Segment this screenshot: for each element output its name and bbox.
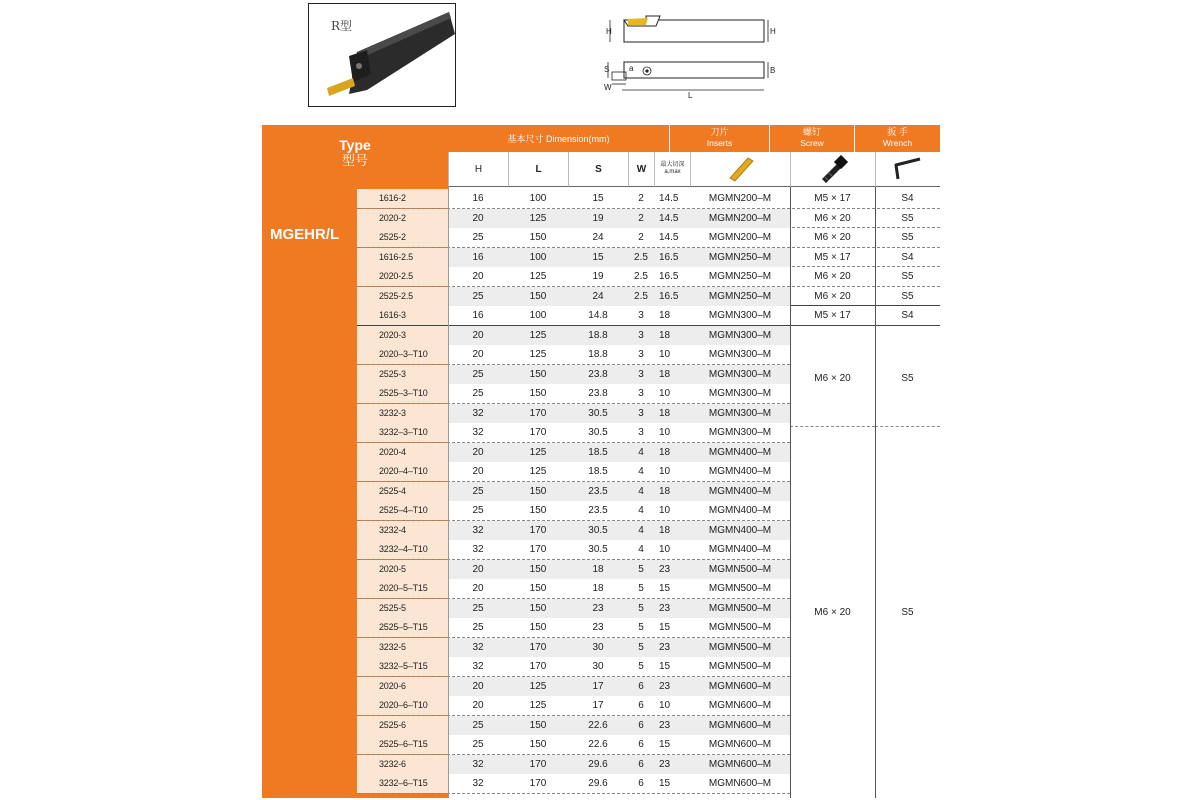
row-a: 18 (654, 443, 690, 462)
row-l: 170 (529, 427, 547, 438)
row-l: 170 (529, 661, 547, 672)
row-h: 25 (448, 365, 508, 384)
row-type: 1616-2.5 (357, 248, 448, 267)
row-wrench: S5 (901, 271, 914, 282)
screw-header-en: Screw (800, 138, 824, 148)
row-h: 16 (472, 193, 484, 204)
row-w: 6 (638, 700, 644, 711)
row-l: 125 (529, 271, 547, 282)
row-insert: MGMN300–M (708, 388, 772, 399)
row-insert: MGMN300–M (690, 404, 790, 423)
dimension-header-en: Dimension(mm) (546, 134, 610, 144)
row-insert: MGMN250–M (708, 271, 772, 282)
row-w: 3 (638, 427, 644, 438)
row-type: 2525-4 (357, 482, 448, 501)
row-l: 150 (529, 622, 547, 633)
row-h: 25 (448, 599, 508, 618)
row-s: 23.8 (568, 365, 628, 384)
row-insert: MGMN600–M (690, 677, 790, 696)
col-w: W (628, 152, 654, 187)
row-type: 1616-2 (357, 189, 448, 208)
row-insert: MGMN500–M (690, 560, 790, 579)
screw-icon-cell (790, 152, 875, 187)
row-h: 32 (472, 544, 484, 555)
row-h: 20 (448, 326, 508, 345)
row-s: 15 (568, 248, 628, 267)
row-insert: MGMN600–M (708, 739, 772, 750)
row-type: 3232-6 (357, 755, 448, 774)
row-a: 18 (654, 521, 690, 540)
row-l: 170 (508, 521, 568, 540)
row-a: 23 (654, 755, 690, 774)
col-l: L (508, 152, 568, 187)
row-type: 2020–4–T10 (357, 462, 448, 481)
row-h: 25 (472, 232, 484, 243)
row-l: 150 (529, 505, 547, 516)
table-row (357, 287, 940, 307)
row-a: 23 (654, 599, 690, 618)
row-s: 17 (568, 677, 628, 696)
dim-h-right: H (770, 27, 776, 36)
row-type: 3232-5 (357, 638, 448, 657)
row-type: 2020–6–T10 (357, 696, 448, 715)
table-row (357, 189, 940, 209)
table-row (357, 228, 940, 248)
row-l: 150 (508, 287, 568, 306)
row-h: 25 (448, 287, 508, 306)
row-w: 5 (638, 583, 644, 594)
row-w: 2.5 (628, 287, 654, 306)
row-h: 25 (472, 505, 484, 516)
row-a: 10 (659, 388, 671, 399)
row-l: 150 (529, 388, 547, 399)
row-wrench: S4 (901, 310, 914, 321)
row-type: 2020-2.5 (357, 267, 448, 286)
row-w: 6 (638, 739, 644, 750)
row-s: 23.8 (588, 388, 608, 399)
table-row (357, 306, 940, 326)
row-screw: M5 × 17 (814, 193, 851, 204)
row-insert: MGMN200–M (708, 232, 772, 243)
series-name: MGEHR/L (270, 226, 340, 243)
row-a: 23 (654, 716, 690, 735)
row-screw: M6 × 20 (814, 232, 851, 243)
row-h: 20 (472, 583, 484, 594)
hex-wrench-icon (890, 155, 926, 183)
row-s: 23.5 (568, 482, 628, 501)
row-a: 15 (659, 583, 671, 594)
table-row (357, 248, 940, 268)
row-w: 4 (638, 505, 644, 516)
col-a-en: a,max (664, 169, 681, 175)
row-h: 25 (448, 716, 508, 735)
row-insert: MGMN200–M (690, 209, 790, 228)
row-h: 16 (448, 248, 508, 267)
row-type: 2020-6 (357, 677, 448, 696)
row-a: 16.5 (659, 271, 679, 282)
row-l: 170 (529, 778, 547, 789)
row-a: 14.5 (659, 193, 679, 204)
row-insert: MGMN300–M (690, 326, 790, 345)
row-l: 150 (508, 716, 568, 735)
row-type: 2525-2 (357, 228, 448, 247)
row-h: 32 (448, 755, 508, 774)
row-screw: M6 × 20 (814, 212, 851, 224)
row-a: 15 (659, 739, 671, 750)
merged-wrench-2: S5 (875, 427, 940, 798)
row-w: 4 (628, 521, 654, 540)
row-a: 23 (654, 560, 690, 579)
row-a: 23 (654, 638, 690, 657)
dimension-drawing (598, 8, 778, 100)
row-h: 20 (472, 700, 484, 711)
row-h: 32 (472, 778, 484, 789)
row-wrench: S5 (901, 232, 914, 243)
row-s: 15 (592, 193, 604, 204)
row-s: 19 (568, 209, 628, 228)
row-w: 2 (638, 193, 644, 204)
row-insert: MGMN400–M (690, 482, 790, 501)
row-insert: MGMN600–M (690, 755, 790, 774)
dim-a: a (629, 64, 634, 73)
table-row (357, 267, 940, 287)
insert-header-cn: 刀片 (710, 127, 729, 137)
row-l: 150 (508, 482, 568, 501)
row-type: 2525-5 (357, 599, 448, 618)
row-insert: MGMN250–M (690, 287, 790, 306)
row-insert: MGMN500–M (708, 622, 772, 633)
row-w: 5 (638, 661, 644, 672)
row-w: 2.5 (634, 271, 648, 282)
row-l: 100 (529, 310, 547, 321)
row-insert: MGMN400–M (708, 544, 772, 555)
row-a: 14.5 (654, 209, 690, 228)
row-w: 2 (638, 232, 644, 243)
row-w: 5 (628, 599, 654, 618)
divider (448, 187, 449, 798)
row-type: 2525–4–T10 (357, 501, 448, 520)
row-wrench: S4 (901, 193, 914, 204)
col-a-cn: 最大切深 (660, 162, 685, 168)
row-h: 16 (472, 310, 484, 321)
row-h: 25 (448, 482, 508, 501)
row-s: 30.5 (588, 427, 608, 438)
row-l: 170 (508, 404, 568, 423)
screw-icon (816, 155, 850, 183)
row-h: 20 (448, 443, 508, 462)
row-a: 10 (659, 427, 671, 438)
divider (875, 187, 876, 798)
dimension-header-cn: 基本尺寸 (507, 134, 544, 144)
row-type: 3232–6–T15 (357, 774, 448, 793)
row-l: 170 (508, 755, 568, 774)
wrench-header-cn: 扳 手 (887, 127, 908, 137)
merged-wrench-1: S5 (875, 330, 940, 427)
dim-s: S (604, 65, 610, 74)
row-w: 5 (638, 622, 644, 633)
row-l: 125 (529, 466, 547, 477)
row-l: 100 (529, 193, 547, 204)
row-insert: MGMN300–M (708, 310, 772, 321)
row-insert: MGMN400–M (708, 466, 772, 477)
insert-icon (726, 156, 756, 182)
merged-screw-2: M6 × 20 (790, 427, 875, 798)
row-insert: MGMN300–M (708, 427, 772, 438)
row-a: 14.5 (659, 232, 679, 243)
row-type: 2525-3 (357, 365, 448, 384)
row-s: 18.8 (568, 326, 628, 345)
col-a (654, 152, 690, 187)
row-w: 5 (628, 638, 654, 657)
row-a: 15 (659, 661, 671, 672)
row-w: 3 (638, 388, 644, 399)
row-insert: MGMN500–M (690, 599, 790, 618)
row-s: 22.6 (568, 716, 628, 735)
row-type: 2020-3 (357, 326, 448, 345)
row-s: 30.5 (568, 521, 628, 540)
row-s: 23 (568, 599, 628, 618)
row-h: 25 (472, 739, 484, 750)
row-s: 23 (592, 622, 604, 633)
row-a: 18 (654, 365, 690, 384)
row-type: 2525-2.5 (357, 287, 448, 306)
row-type: 3232-4 (357, 521, 448, 540)
row-h: 20 (472, 466, 484, 477)
row-w: 6 (638, 778, 644, 789)
type-title-en: Type (339, 137, 371, 153)
product-photo (308, 3, 456, 107)
row-a: 10 (659, 505, 671, 516)
row-w: 6 (628, 716, 654, 735)
row-s: 29.6 (568, 755, 628, 774)
row-l: 150 (508, 365, 568, 384)
row-a: 10 (659, 466, 671, 477)
row-w: 3 (628, 326, 654, 345)
row-type: 2525–5–T15 (357, 618, 448, 637)
row-l: 150 (529, 739, 547, 750)
row-screw: M6 × 20 (814, 271, 851, 282)
row-h: 25 (472, 622, 484, 633)
row-a: 18 (654, 404, 690, 423)
row-h: 32 (448, 638, 508, 657)
row-insert: MGMN300–M (708, 349, 772, 360)
dim-b: B (770, 66, 776, 75)
row-insert: MGMN200–M (708, 193, 772, 204)
row-a: 16.5 (654, 248, 690, 267)
row-l: 125 (508, 677, 568, 696)
row-s: 18 (592, 583, 604, 594)
row-l: 170 (508, 638, 568, 657)
insert-icon-cell (690, 152, 790, 187)
row-s: 30 (568, 638, 628, 657)
dim-l: L (688, 91, 693, 100)
insert-header (670, 125, 769, 152)
row-type: 3232–3–T10 (357, 423, 448, 442)
row-l: 170 (529, 544, 547, 555)
row-s: 18 (568, 560, 628, 579)
row-s: 24 (592, 232, 604, 243)
row-type: 3232–4–T10 (357, 540, 448, 559)
row-a: 16.5 (654, 287, 690, 306)
photo-label: R型 (331, 19, 353, 33)
dim-h-left: H (606, 27, 612, 36)
row-w: 4 (628, 443, 654, 462)
row-a: 15 (659, 778, 671, 789)
wrench-header (855, 125, 940, 152)
row-h: 20 (448, 677, 508, 696)
screw-header-cn: 螺钉 (802, 127, 821, 137)
merged-screw-1: M6 × 20 (790, 330, 875, 427)
row-a: 23 (654, 677, 690, 696)
row-w: 6 (628, 677, 654, 696)
row-insert: MGMN600–M (708, 700, 772, 711)
screw-header (770, 125, 854, 152)
row-w: 4 (628, 482, 654, 501)
row-s: 30.5 (568, 404, 628, 423)
row-a: 18 (654, 482, 690, 501)
row-h: 32 (472, 661, 484, 672)
row-h: 32 (472, 427, 484, 438)
row-type: 2525-6 (357, 716, 448, 735)
row-type: 3232-3 (357, 404, 448, 423)
row-s: 18.8 (588, 349, 608, 360)
row-type: 1616-3 (357, 306, 448, 325)
row-h: 20 (448, 209, 508, 228)
row-h: 20 (448, 560, 508, 579)
row-insert: MGMN250–M (690, 248, 790, 267)
row-h: 20 (472, 349, 484, 360)
col-h: H (448, 152, 508, 187)
row-l: 125 (508, 326, 568, 345)
row-type: 2525–3–T10 (357, 384, 448, 403)
row-l: 125 (508, 209, 568, 228)
row-s: 14.8 (588, 310, 608, 321)
row-a: 18 (654, 326, 690, 345)
row-s: 17 (592, 700, 604, 711)
row-l: 125 (529, 700, 547, 711)
row-s: 18.5 (588, 466, 608, 477)
row-wrench: S5 (901, 290, 914, 302)
type-title-cn: 型号 (341, 153, 368, 168)
row-insert: MGMN500–M (708, 661, 772, 672)
row-insert: MGMN400–M (690, 521, 790, 540)
row-type: 2020-5 (357, 560, 448, 579)
row-h: 25 (472, 388, 484, 399)
col-s: S (568, 152, 628, 187)
row-type: 2020–5–T15 (357, 579, 448, 598)
row-w: 3 (638, 310, 644, 321)
row-l: 125 (529, 349, 547, 360)
row-w: 2 (628, 209, 654, 228)
type-header (262, 137, 448, 169)
row-s: 29.6 (588, 778, 608, 789)
row-w: 4 (638, 544, 644, 555)
row-insert: MGMN400–M (708, 505, 772, 516)
dim-w: W (604, 83, 612, 92)
row-a: 10 (659, 700, 671, 711)
row-w: 3 (628, 365, 654, 384)
row-h: 32 (448, 521, 508, 540)
table-row (357, 209, 940, 229)
row-w: 6 (628, 755, 654, 774)
row-insert: MGMN500–M (690, 638, 790, 657)
dimension-header (448, 125, 669, 152)
divider (790, 187, 791, 798)
wrench-icon-cell (875, 152, 940, 187)
row-screw: M6 × 20 (814, 290, 851, 302)
row-type: 2525–6–T15 (357, 735, 448, 754)
row-insert: MGMN600–M (708, 778, 772, 789)
row-l: 125 (508, 443, 568, 462)
row-s: 30 (592, 661, 604, 672)
row-l: 150 (529, 583, 547, 594)
row-type: 2020–3–T10 (357, 345, 448, 364)
row-insert: MGMN400–M (690, 443, 790, 462)
row-l: 150 (508, 560, 568, 579)
row-s: 19 (592, 271, 604, 282)
row-w: 2.5 (628, 248, 654, 267)
row-a: 18 (659, 310, 671, 321)
row-a: 10 (659, 349, 671, 360)
row-l: 150 (508, 599, 568, 618)
row-type: 3232–5–T15 (357, 657, 448, 676)
insert-header-en: Inserts (706, 138, 733, 148)
row-a: 10 (659, 544, 671, 555)
row-screw: M5 × 17 (814, 310, 851, 321)
row-screw: M5 × 17 (814, 251, 851, 263)
row-s: 24 (568, 287, 628, 306)
row-l: 100 (508, 248, 568, 267)
row-h: 20 (472, 271, 484, 282)
row-w: 3 (638, 349, 644, 360)
row-w: 3 (628, 404, 654, 423)
row-l: 150 (529, 232, 547, 243)
row-w: 4 (638, 466, 644, 477)
row-h: 32 (448, 404, 508, 423)
row-type: 2020-4 (357, 443, 448, 462)
wrench-header-en: Wrench (882, 138, 913, 148)
row-s: 22.6 (588, 739, 608, 750)
row-wrench: S4 (901, 251, 914, 263)
row-w: 5 (628, 560, 654, 579)
row-a: 15 (659, 622, 671, 633)
row-insert: MGMN500–M (708, 583, 772, 594)
row-wrench: S5 (901, 212, 914, 224)
row-insert: MGMN300–M (690, 365, 790, 384)
row-s: 18.5 (568, 443, 628, 462)
row-type: 2020-2 (357, 209, 448, 228)
row-s: 30.5 (588, 544, 608, 555)
row-insert: MGMN600–M (690, 716, 790, 735)
row-s: 23.5 (588, 505, 608, 516)
spec-table (262, 125, 940, 798)
